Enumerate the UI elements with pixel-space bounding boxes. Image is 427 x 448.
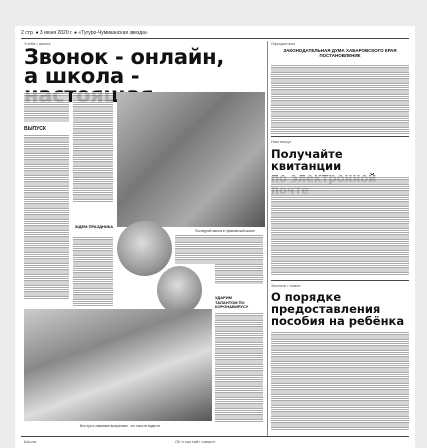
duma-text (271, 64, 409, 134)
right-bottom-kicker: Загляни • новое (271, 283, 301, 288)
main-headline-line1: Звонок - онлайн, (24, 45, 225, 69)
duma-title: ЗАКОНОДАТЕЛЬНАЯ ДУМА ХАБАРОВСКОГО КРАЯ ПОСТАНОВЛЕНИЕ (283, 48, 397, 58)
column-divider (267, 41, 268, 436)
footer-left: Школа (24, 439, 37, 444)
right-mid-kicker: Нам пишут (271, 139, 292, 144)
right-top-kicker: Официально (271, 41, 296, 46)
col2-text (73, 92, 113, 202)
right-rule-2 (271, 280, 409, 281)
col3-text (175, 234, 215, 264)
footer-right: ОК и как сайт говорит (175, 439, 216, 444)
receipts-text (271, 176, 409, 276)
footer-rule (21, 436, 409, 437)
main-headline-line2: а школа - (24, 64, 140, 88)
inset-title: УДАРИМ ТАЛАНТОМ ПО КОРОНАВИРУСУ (215, 295, 249, 309)
issue-line: 2 стр. ● 3 июня 2020 г. ● «Тугуро-Чумиканская звезда» (21, 30, 148, 36)
children-photo-caption: Все пусть знакомые выпускники - это пока не видятся (80, 424, 160, 428)
benefit-headline: О порядке предоставления пособия на ребёнка (271, 290, 405, 328)
graduates-photo (117, 92, 265, 227)
girl-portrait (117, 221, 172, 276)
children-photo (24, 309, 212, 421)
col1-text (24, 134, 69, 299)
main-kicker: Учеба • школа (24, 41, 51, 46)
graduates-photo-caption: Последний звонок в Чумиканской школе (195, 229, 256, 233)
header-rule (21, 38, 409, 39)
girl-portrait-2 (157, 266, 202, 314)
col2b-text (73, 236, 113, 306)
benefit-text (271, 331, 409, 431)
newspaper-page (15, 26, 415, 448)
col4-text (215, 234, 263, 284)
receipts-headline: Получайте квитанции (271, 147, 343, 173)
subhead-vypusk: ВЫПУСК (24, 126, 46, 132)
side-label: ЖДЕМ ПРАЗДНИКА (75, 224, 114, 229)
intro-text (24, 92, 69, 122)
right-rule-1 (271, 136, 409, 137)
col4b-text (215, 312, 263, 422)
